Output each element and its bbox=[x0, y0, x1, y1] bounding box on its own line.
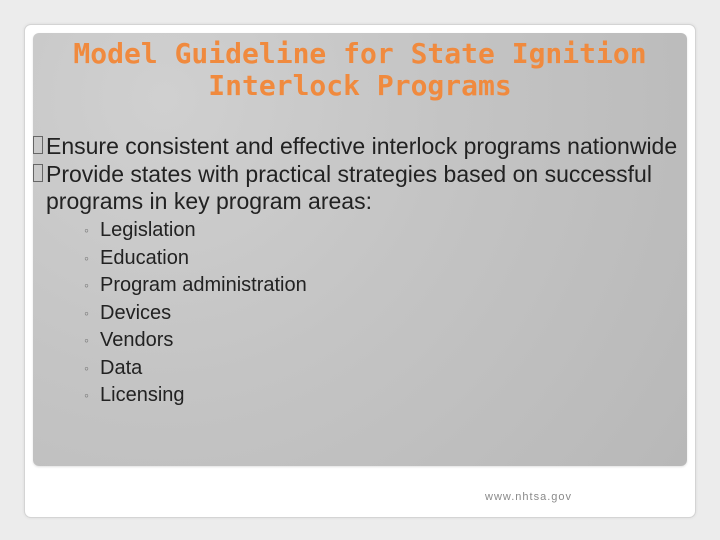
bullet-list bbox=[33, 133, 683, 410]
open-circle-icon: ◦ bbox=[84, 304, 89, 321]
open-circle-icon: ◦ bbox=[84, 222, 89, 238]
bullet-item-provide bbox=[33, 161, 683, 410]
slide-title-line-1: Model Guideline for State Ignition bbox=[73, 37, 647, 70]
list-item bbox=[84, 272, 683, 300]
bullet-item-ensure bbox=[33, 133, 683, 160]
list-item bbox=[84, 245, 683, 273]
slide-title bbox=[45, 38, 675, 102]
list-item-label: Education bbox=[100, 246, 189, 269]
list-item-label: Vendors bbox=[100, 329, 174, 351]
list-item bbox=[84, 382, 683, 410]
list-item bbox=[84, 300, 683, 328]
list-item-label: Licensing bbox=[100, 384, 185, 406]
list-item bbox=[84, 327, 683, 355]
slide-title-line-2: Interlock Programs bbox=[208, 69, 512, 103]
bullet-text: Provide states with practical strategies based on successful programs in key program areas: bbox=[46, 161, 652, 214]
list-item-label: Legislation bbox=[100, 219, 196, 241]
list-item-label: Devices bbox=[100, 301, 172, 324]
open-circle-icon: ◦ bbox=[84, 387, 89, 403]
open-circle-icon: ◦ bbox=[84, 277, 89, 293]
bullet-text: Ensure consistent and effective interlock programs nationwide bbox=[46, 133, 678, 159]
list-item bbox=[84, 355, 683, 383]
open-circle-icon: ◦ bbox=[84, 332, 89, 348]
list-item bbox=[84, 217, 683, 245]
list-item-label: Program administration bbox=[100, 274, 307, 296]
open-circle-icon: ◦ bbox=[84, 359, 89, 376]
program-area-list bbox=[84, 217, 683, 410]
list-item-label: Data bbox=[100, 356, 143, 379]
missing-glyph-box-icon bbox=[33, 136, 43, 154]
open-circle-icon: ◦ bbox=[84, 249, 89, 266]
footer-url: www.nhtsa.gov bbox=[485, 491, 572, 503]
missing-glyph-box-icon bbox=[33, 164, 43, 182]
